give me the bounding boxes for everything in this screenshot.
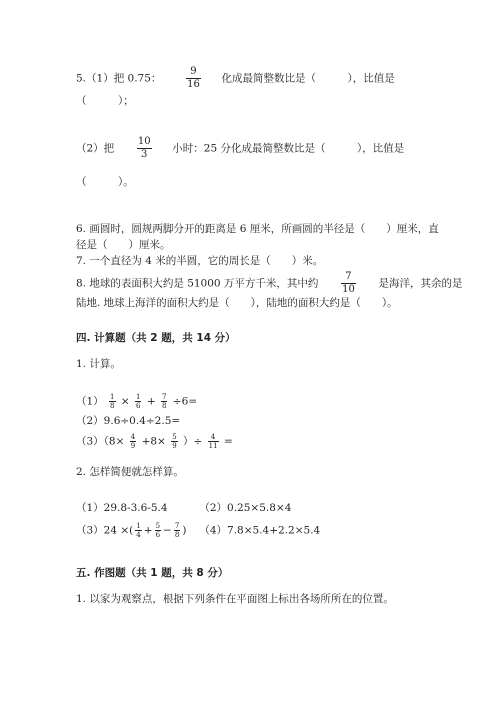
fraction-denominator: 10 — [342, 284, 355, 295]
q8-text-c: 陆地. 地球上海洋的面积大约是（ ），陆地的面积大约是（ ）。 — [76, 297, 398, 309]
simplify3-op1: + — [143, 524, 153, 537]
fraction-numerator: 7 — [161, 393, 167, 401]
fraction-denominator: 6 — [136, 402, 141, 410]
q6-text-a: 6. 画圆时，圆规两脚分开的距离是 6 厘米，所画圆的半径是（ ）厘米，直 — [76, 223, 439, 235]
fraction-denominator: 16 — [187, 79, 200, 90]
expr3-mid: +8× — [141, 435, 166, 448]
fraction-denominator: 8 — [174, 531, 180, 539]
expr3-fraction-2 — [171, 433, 177, 450]
simplify-expression-2: （2）0.25×5.8×4 — [199, 502, 292, 514]
q5-part2-text-c: （ ）。 — [76, 176, 134, 188]
simplify-expression-1: （1）29.8-3.6-5.4 — [76, 502, 168, 514]
fraction-numerator: 1 — [136, 393, 141, 401]
section4-title: 四. 计算题（共 2 题，共 14 分） — [76, 332, 236, 344]
q7-text: 7. 一个直径为 4 米的半圆，它的周长是（ ）米。 — [76, 255, 324, 267]
q6-text-b: 径是（ ）厘米。 — [76, 239, 171, 251]
fraction-denominator: 4 — [136, 531, 141, 539]
q8-fraction-7-10 — [341, 271, 356, 296]
fraction-denominator: 9 — [130, 442, 136, 450]
expr3-fraction-3 — [208, 433, 219, 450]
expr1-fraction-1 — [109, 393, 115, 410]
fraction-denominator: 11 — [208, 442, 218, 450]
fraction-denominator: 8 — [110, 402, 115, 410]
q5-part2-text-a: （2）把 — [76, 142, 115, 155]
simplify3-fraction-3 — [174, 522, 180, 539]
q5-part1-text-b: 化成最简整数比是（ ），比值是 — [221, 72, 395, 85]
q5-part2-text-b: 小时：25 分化成最简整数比是（ ），比值是 — [172, 142, 405, 155]
q5-part1-text-c: （ ）； — [76, 95, 134, 107]
q5-part2-line — [76, 136, 404, 161]
fraction-numerator: 5 — [155, 522, 161, 530]
q8-text-b: 是海洋，其余的是 — [378, 277, 463, 290]
q8-text-a: 8. 地球的表面积大约是 51000 万平方千米，其中约 — [76, 277, 319, 290]
simplify-expression-3 — [76, 522, 196, 539]
simplify3-op2: − — [163, 524, 172, 537]
fraction-denominator: 3 — [141, 149, 148, 160]
q5-fraction-10-3 — [137, 136, 152, 161]
section5-q1: 1. 以家为观察点，根据下列条件在平面图上标出各场所所在的位置。 — [76, 593, 394, 605]
section4-q2-title: 2. 怎样简便就怎样算。 — [76, 466, 184, 478]
q5-part2-answer-line — [76, 175, 134, 189]
simplify3-suffix: ) — [182, 524, 187, 537]
simplify3-fraction-2 — [155, 522, 161, 539]
fraction-numerator: 1 — [136, 522, 141, 530]
simplify-row-1 — [76, 501, 291, 515]
fraction-numerator: 10 — [137, 136, 151, 147]
expr3-mid2: ）÷ — [183, 435, 203, 448]
q7-line — [76, 254, 323, 268]
section4-q1-title: 1. 计算。 — [76, 358, 121, 370]
simplify-expression-4: （4）7.8×5.4+2.2×5.4 — [199, 524, 321, 537]
q8-line-1 — [76, 271, 463, 296]
expr1-prefix: （1） — [76, 395, 104, 408]
q5-fraction-9-16 — [186, 66, 201, 91]
fraction-numerator: 5 — [172, 433, 177, 441]
q8-line-2 — [76, 296, 398, 310]
fraction-numerator: 1 — [110, 393, 115, 401]
calc-expression-2: （2）9.6÷0.4÷2.5= — [76, 415, 181, 427]
expr3-suffix: = — [223, 435, 233, 448]
q5-part1-text-a: 5.（1）把 0.75： — [76, 72, 162, 85]
expr3-fraction-1 — [130, 433, 136, 450]
simplify3-prefix: （3）24 ×( — [76, 524, 134, 537]
q6-line-1 — [76, 222, 439, 236]
simplify3-fraction-1 — [135, 522, 141, 539]
simplify-row-2 — [76, 522, 320, 539]
q5-part1-answer-line — [76, 94, 134, 108]
calc-expression-3 — [76, 433, 233, 450]
fraction-numerator: 7 — [341, 271, 356, 284]
fraction-numerator: 4 — [208, 433, 219, 442]
fraction-numerator: 4 — [130, 433, 136, 441]
expr1-op1: × — [120, 395, 130, 408]
fraction-denominator: 8 — [161, 402, 167, 410]
fraction-denominator: 9 — [172, 442, 177, 450]
section5-title: 五. 作图题（共 1 题，共 8 分） — [76, 567, 229, 579]
expr1-suffix: ÷6= — [172, 395, 198, 408]
expr1-op2: + — [146, 395, 156, 408]
calc-expression-1 — [76, 393, 197, 410]
fraction-numerator: 7 — [174, 522, 180, 530]
q5-part1-line — [76, 66, 395, 91]
fraction-numerator: 9 — [186, 66, 201, 79]
q6-line-2 — [76, 238, 171, 252]
expr1-fraction-2 — [135, 393, 141, 410]
expr3-prefix: （3）（8× — [76, 435, 125, 448]
fraction-denominator: 6 — [155, 531, 161, 539]
expr1-fraction-3 — [161, 393, 167, 410]
